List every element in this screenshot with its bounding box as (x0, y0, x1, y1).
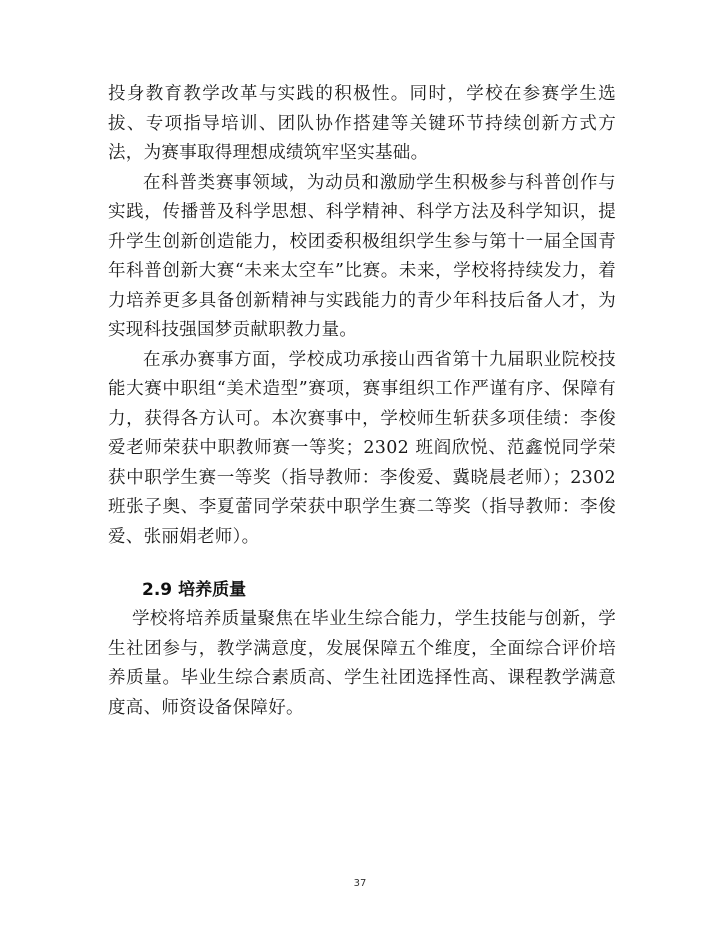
section-title: 培养质量 (178, 580, 247, 600)
paragraph-continuation: 投身教育教学改革与实践的积极性。同时，学校在参赛学生选拔、专项指导培训、团队协作搭建等关键环节持续创新方式方法，为赛事取得理想成绩筑牢坚实基础。 (108, 84, 616, 163)
paragraph-hosted-competitions: 在承办赛事方面，学校成功承接山西省第十九届职业院校技能大赛中职组“美术造型”赛项，赛事组织工作严谨有序、保障有力，获得各方认可。本次赛事中，学校师生斩获多项佳绩：李俊爱老师荣获中职教师赛一等奖；2302 班阎欣悦、范鑫悦同学荣获中职学生赛一等奖（指导教师：李俊爱、冀晓晨老师）；2302 班张子奥、李夏蕾同学荣获中职学生赛二等奖（指导教师：李俊爱、张丽娟老师）。 (108, 349, 616, 547)
page-content (108, 80, 616, 723)
paragraph-training-quality: 学校将培养质量聚焦在毕业生综合能力，学生技能与创新，学生社团参与，教学满意度，发展保障五个维度，全面综合评价培养质量。毕业生综合素质高、学生社团选择性高、课程教学满意度高、师资设备保障好。 (108, 609, 616, 718)
section-heading (108, 576, 616, 605)
paragraph-science-competitions: 在科普类赛事领域，为动员和激励学生积极参与科普创作与实践，传播普及科学思想、科学精神、科学方法及科学知识，提升学生创新创造能力，校团委积极组织学生参与第十一届全国青年科普创新大赛“未来太空车”比赛。未来，学校将持续发力，着力培养更多具备创新精神与实践能力的青少年科技后备人才，为实现科技强国梦贡献职教力量。 (108, 172, 616, 340)
section-number: 2.9 (142, 580, 173, 600)
page-number: 37 (353, 878, 367, 889)
